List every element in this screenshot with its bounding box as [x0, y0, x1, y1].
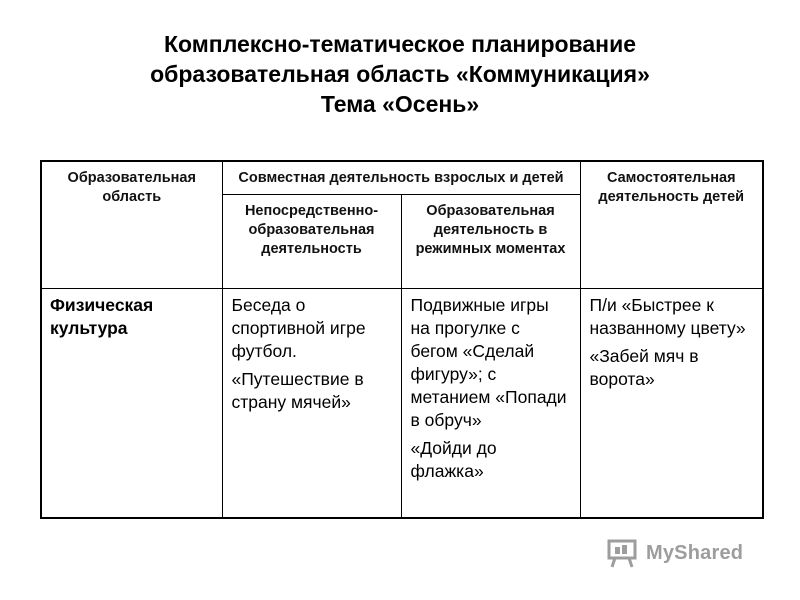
title-line-3: Тема «Осень»: [320, 91, 480, 117]
header-independent: Самостоятельная деятельность детей: [580, 161, 763, 289]
planning-table: [40, 160, 764, 519]
header-joint: Совместная деятельность взрослых и детей: [222, 161, 580, 195]
page-title: [0, 29, 800, 119]
cell-routine: [401, 289, 580, 519]
watermark-text: MyShared: [646, 542, 744, 564]
header-direct: Непосредственно-образовательная деятельность: [222, 195, 401, 289]
cell-direct-item: «Путешествие в страну мячей»: [231, 369, 364, 412]
cell-area: Физическая культура: [41, 289, 222, 519]
cell-routine-item: Подвижные игры на прогулке с бегом «Сделай фигуру»; с метанием «Попади в обруч»: [410, 295, 567, 430]
cell-independent-item: П/и «Быстрее к названному цвету»: [589, 295, 746, 338]
cell-routine-item: «Дойди до флажка»: [410, 438, 497, 481]
header-row-1: [41, 161, 763, 195]
title-line-1: Комплексно-тематическое планирование: [164, 31, 636, 57]
presentation-board-icon: [606, 538, 640, 568]
table-row: [41, 289, 763, 519]
title-line-2: образовательная область «Коммуникация»: [150, 61, 650, 87]
header-area: Образовательная область: [41, 161, 222, 289]
cell-independent: [580, 289, 763, 519]
header-routine: Образовательная деятельность в режимных моментах: [401, 195, 580, 289]
cell-independent-item: «Забей мяч в ворота»: [589, 346, 699, 389]
watermark: [606, 536, 766, 572]
cell-direct-item: Беседа о спортивной игре футбол.: [231, 295, 366, 361]
cell-direct: [222, 289, 401, 519]
